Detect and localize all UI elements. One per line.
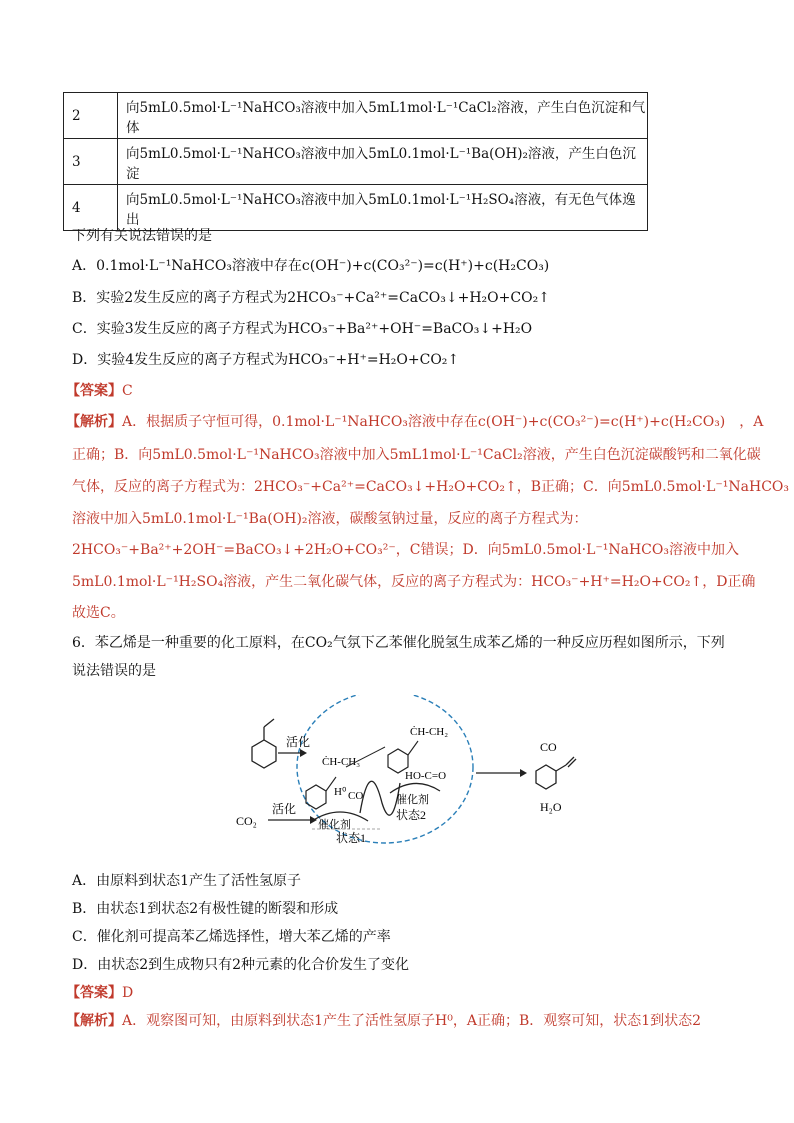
- activate-label-1: 活化: [286, 735, 311, 749]
- row-number: 3: [64, 139, 118, 185]
- q6-stem-line-1: 6．苯乙烯是一种重要的化工原料，在CO₂气氛下乙苯催化脱氢生成苯乙烯的一种反应历程如图所示，下列: [72, 635, 725, 651]
- answer-tag: 【答案】: [66, 383, 122, 399]
- q5-analysis-line-2: 正确；B．向5mL0.5mol·L⁻¹NaHCO₃溶液中加入5mL1mol·L⁻¹CaCl₂溶液，产生白色沉淀碳酸钙和二氧化碳: [72, 447, 761, 463]
- ho-c-o-label: HO-C=O: [405, 770, 447, 782]
- row-number: 2: [64, 93, 118, 139]
- row-text: 向5mL0.5mol·L⁻¹NaHCO₃溶液中加入5mL0.1mol·L⁻¹Ba(OH)₂溶液，产生白色沉淀: [118, 139, 648, 185]
- catalyst-label-2: 催化剂: [396, 794, 429, 806]
- q5-stem: 下列有关说法错误的是: [72, 228, 212, 244]
- state1-label: 状态1: [336, 831, 367, 845]
- q6-answer: [66, 983, 133, 1003]
- q5-answer: [66, 381, 133, 401]
- analysis-tag: 【解析】: [66, 1013, 122, 1029]
- answer-tag: 【答案】: [66, 985, 122, 1001]
- table-row: [64, 185, 648, 231]
- state1-benzene: [306, 777, 336, 809]
- reaction-diagram: [200, 695, 620, 855]
- co2-label: CO₂: [236, 814, 257, 828]
- q6-option-b: B．由状态1到状态2有极性键的断裂和形成: [72, 901, 339, 917]
- q5-analysis-line-6: 5mL0.1mol·L⁻¹H₂SO₄溶液，产生二氧化碳气体，反应的离子方程式为：HCO₃⁻+H⁺=H₂O+CO₂↑，D正确: [72, 574, 756, 590]
- catalyst-label-1: 催化剂: [318, 819, 351, 831]
- h-label: H⁰: [334, 786, 347, 798]
- answer-value: C: [122, 383, 133, 399]
- answer-value: D: [122, 985, 134, 1001]
- product-h2o: H₂O: [540, 800, 562, 814]
- q6-stem-line-2: 说法错误的是: [72, 663, 156, 679]
- table-row: [64, 139, 648, 185]
- q5-option-a: A．0.1mol·L⁻¹NaHCO₃溶液中存在c(OH⁻)+c(CO₃²⁻)=c(H⁺)+c(H₂CO₃): [72, 258, 550, 274]
- table-row: [64, 93, 648, 139]
- catalyst-arc-2: [390, 783, 440, 793]
- ch-ch3-label-2: ĊH-CH₂: [410, 726, 449, 738]
- q5-option-d: D．实验4发生反应的离子方程式为HCO₃⁻+H⁺=H₂O+CO₂↑: [72, 352, 460, 368]
- styrene-structure: [536, 757, 576, 789]
- q6-option-d: D．由状态2到生成物只有2种元素的化合价发生了变化: [72, 957, 410, 973]
- q6-option-a: A．由原料到状态1产生了活性氢原子: [72, 873, 302, 889]
- row-text: 向5mL0.5mol·L⁻¹NaHCO₃溶液中加入5mL1mol·L⁻¹CaCl₂溶液，产生白色沉淀和气体: [118, 93, 648, 139]
- co-label: CO: [348, 790, 364, 802]
- q6-option-c: C．催化剂可提高苯乙烯选择性，增大苯乙烯的产率: [72, 929, 391, 945]
- product-co: CO: [540, 740, 557, 754]
- q5-analysis-line-4: 溶液中加入5mL0.1mol·L⁻¹Ba(OH)₂溶液，碳酸氢钠过量，反应的离子方程式为：: [72, 511, 588, 527]
- ch-ch3-label-1: ĊH-CH₃: [322, 756, 361, 768]
- activate-label-2: 活化: [272, 802, 297, 816]
- analysis-tag: 【解析】: [66, 414, 122, 430]
- experiment-table: [63, 92, 648, 231]
- state2-benzene: [388, 741, 418, 773]
- row-text: 向5mL0.5mol·L⁻¹NaHCO₃溶液中加入5mL0.1mol·L⁻¹H₂SO₄溶液，有无色气体逸出: [118, 185, 648, 231]
- q5-analysis-line-3: 气体，反应的离子方程式为：2HCO₃⁻+Ca²⁺=CaCO₃↓+H₂O+CO₂↑，B正确；C．向5mL0.5mol·L⁻¹NaHCO₃: [72, 479, 789, 495]
- q5-option-c: C．实验3发生反应的离子方程式为HCO₃⁻+Ba²⁺+OH⁻=BaCO₃↓+H₂O: [72, 321, 533, 337]
- row-number: 4: [64, 185, 118, 231]
- q6-analysis-line-1: 【解析】A．观察图可知，由原料到状态1产生了活性氢原子H⁰，A正确；B．观察可知，状态1到状态2: [66, 1013, 702, 1029]
- q5-analysis-line-1: 【解析】A．根据质子守恒可得，0.1mol·L⁻¹NaHCO₃溶液中存在c(OH⁻)+c(CO₃²⁻)=c(H⁺)+c(H₂CO₃) ，A: [66, 414, 764, 430]
- q5-analysis-line-7: 故选C。: [72, 605, 125, 621]
- ethylbenzene-structure: [252, 719, 276, 768]
- q5-analysis-line-5: 2HCO₃⁻+Ba²⁺+2OH⁻=BaCO₃↓+2H₂O+CO₃²⁻，C错误；D．向5mL0.5mol·L⁻¹NaHCO₃溶液中加入: [72, 542, 739, 558]
- energy-curve: [360, 781, 400, 815]
- state2-label: 状态2: [396, 808, 427, 822]
- q5-option-b: B．实验2发生反应的离子方程式为2HCO₃⁻+Ca²⁺=CaCO₃↓+H₂O+CO₂↑: [72, 290, 550, 306]
